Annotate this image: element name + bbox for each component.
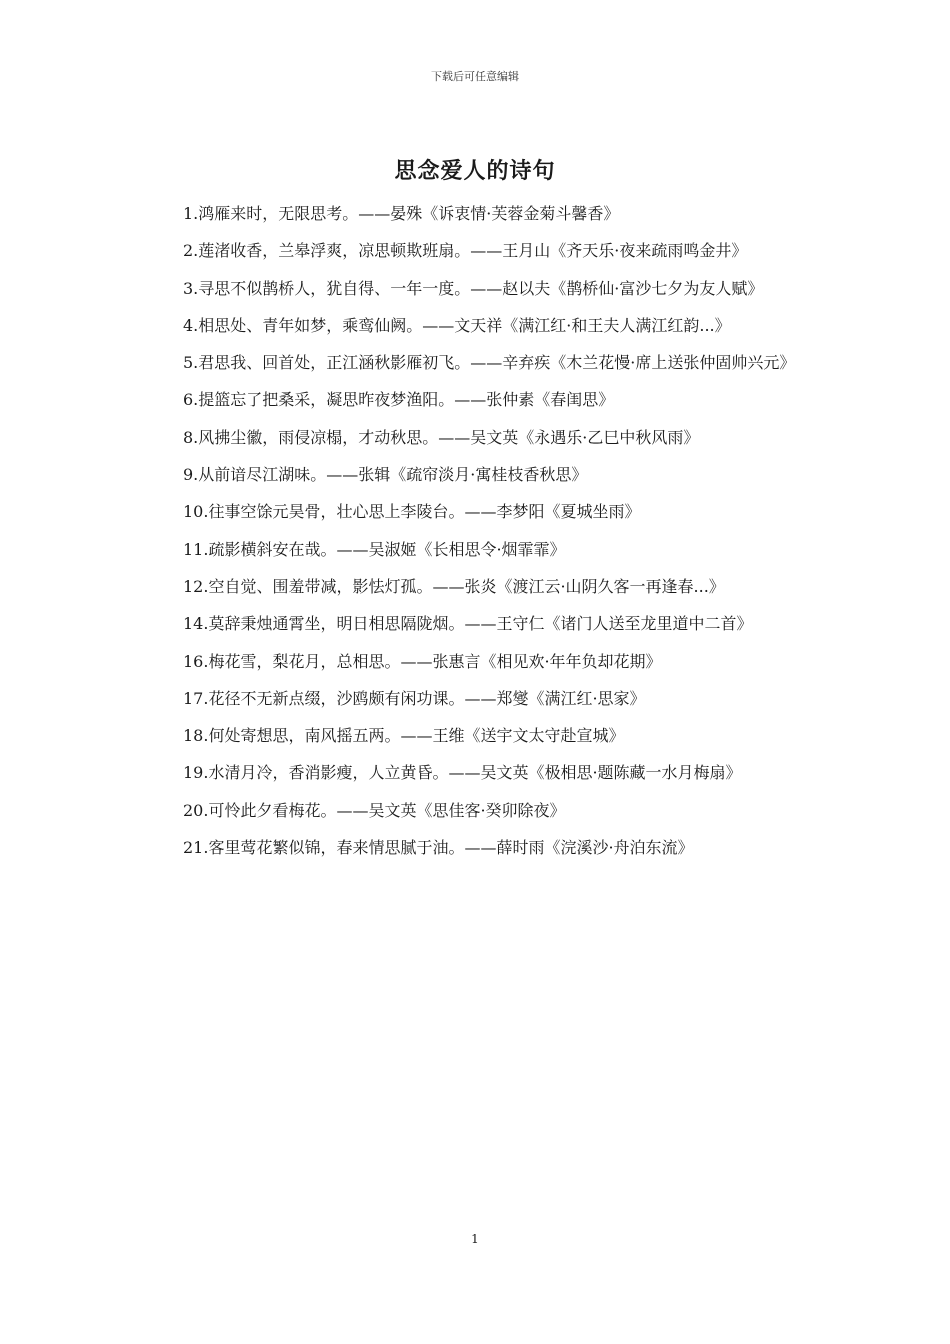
poem-line: 4.相思处、青年如梦，乘鸾仙阙。——文天祥《满江红·和王夫人满江红韵...》: [183, 315, 731, 335]
poem-line: 3.寻思不似鹊桥人，犹自得、一年一度。——赵以夫《鹊桥仙·富沙七夕为友人赋》: [183, 278, 764, 298]
poem-line: 8.风拂尘徽，雨侵凉榻，才动秋思。——吴文英《永遇乐·乙巳中秋风雨》: [183, 427, 700, 447]
poem-line: 14.莫辞秉烛通霄坐，明日相思隔陇烟。——王守仁《诸门人送至龙里道中二首》: [183, 614, 753, 634]
poem-line: 17.花径不无新点缀，沙鸥颇有闲功课。——郑燮《满江红·思家》: [183, 688, 646, 708]
poem-line: 6.提篮忘了把桑采，凝思昨夜梦渔阳。——张仲素《春闺思》: [183, 390, 615, 410]
header-note: 下载后可任意编辑: [431, 70, 519, 83]
poem-list: [145, 195, 810, 866]
poem-line: 2.莲渚收香，兰皋浮爽，凉思顿欺班扇。——王月山《齐天乐·夜来疏雨鸣金井》: [183, 241, 748, 261]
poem-line: 1.鸿雁来时，无限思考。——晏殊《诉衷情·芙蓉金菊斗馨香》: [183, 204, 620, 223]
poem-line: 19.水清月冷，香消影瘦，人立黄昏。——吴文英《极相思·题陈藏一水月梅扇》: [183, 763, 742, 783]
page-title: 思念爱人的诗句: [394, 158, 556, 184]
page-number: 1: [471, 1232, 479, 1246]
poem-line: 21.客里莺花繁似锦，春来情思腻于油。——薛时雨《浣溪沙·舟泊东流》: [183, 838, 694, 858]
poem-line: 16.梅花雪，梨花月，总相思。——张惠言《相见欢·年年负却花期》: [183, 651, 662, 671]
poem-line: 5.君思我、回首处，正江涵秋影雁初飞。——辛弃疾《木兰花慢·席上送张仲固帅兴元》: [183, 353, 796, 373]
poem-line: 11.疏影横斜安在哉。——吴淑姬《长相思令·烟霏霏》: [183, 539, 566, 559]
poem-line: 12.空自觉、围羞带减，影怯灯孤。——张炎《渡江云·山阴久客一再逢春...》: [183, 576, 725, 596]
poem-line: 18.何处寄想思，南风摇五两。——王维《送宇文太守赴宣城》: [183, 726, 625, 746]
poem-line: 9.从前谙尽江湖味。——张辑《疏帘淡月·寓桂枝香秋思》: [183, 465, 588, 485]
poem-line: 20.可怜此夕看梅花。——吴文英《思佳客·癸卯除夜》: [183, 800, 566, 820]
poem-line: 10.往事空馀元昊骨，壮心思上李陵台。——李梦阳《夏城坐雨》: [183, 502, 641, 522]
